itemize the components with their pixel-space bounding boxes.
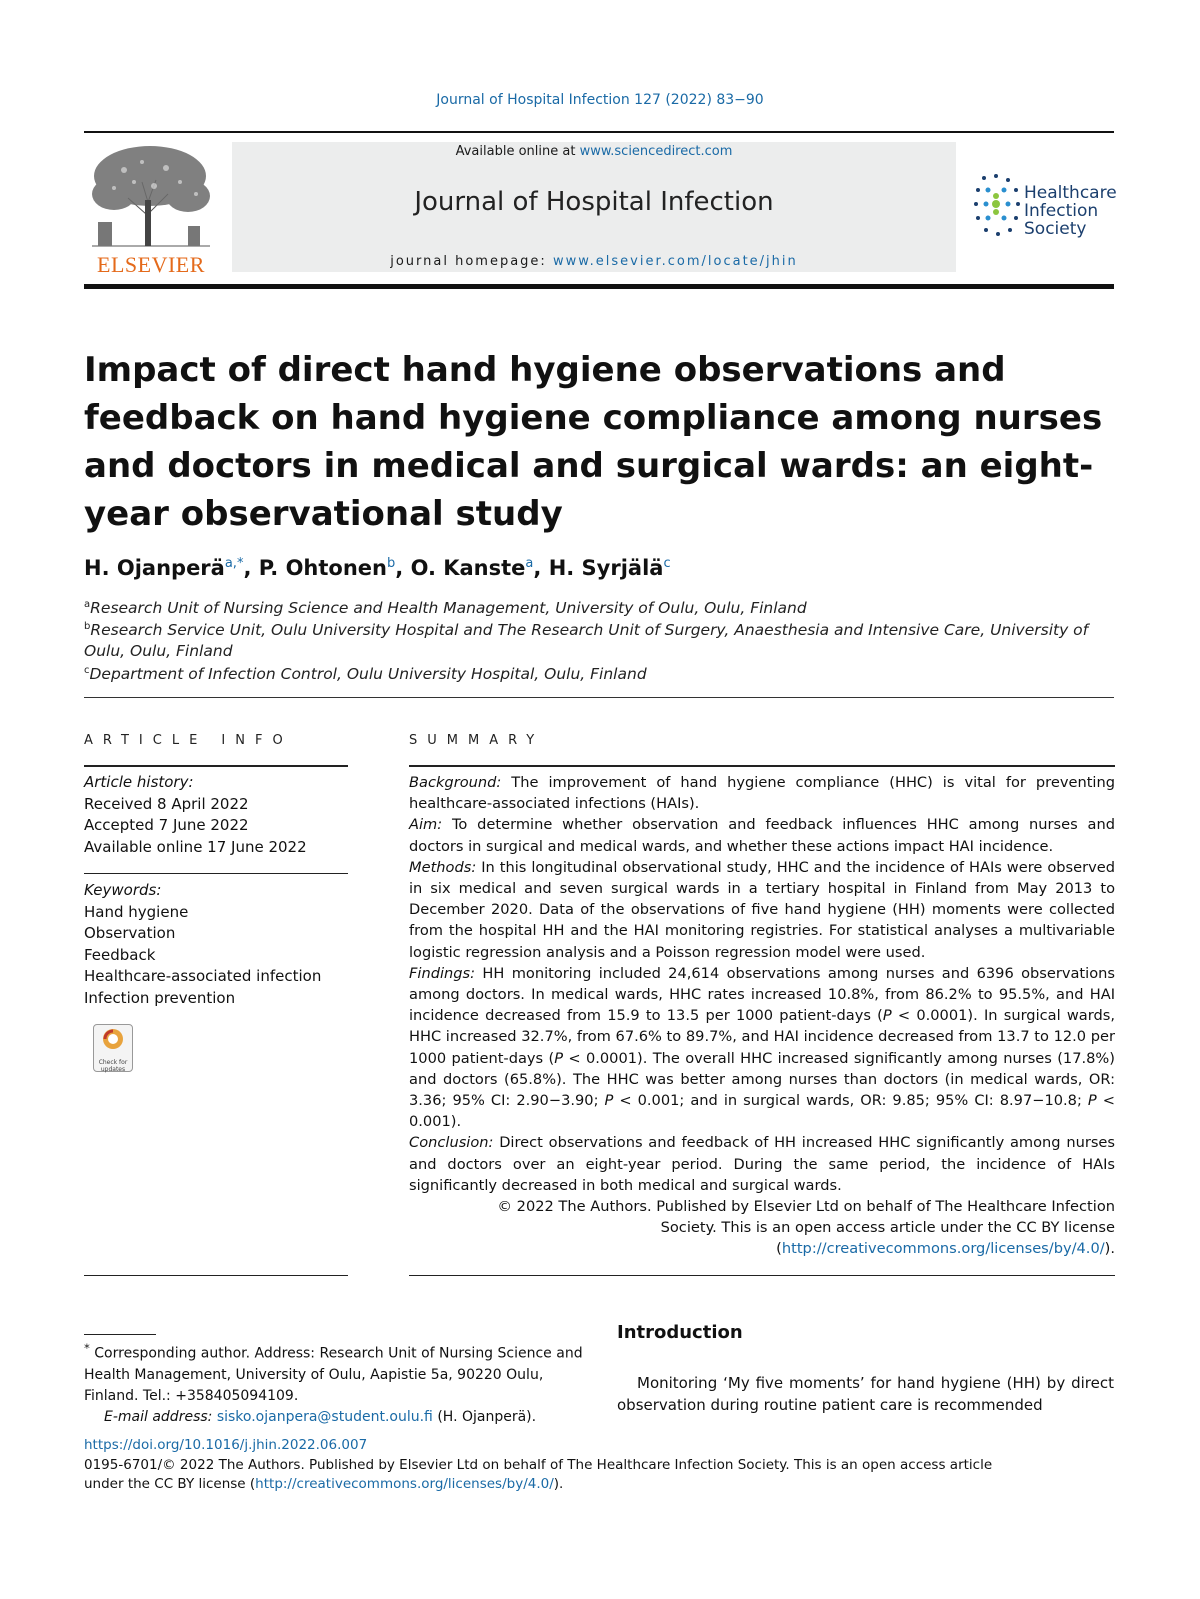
author-3[interactable]: O. Kanste	[410, 556, 526, 580]
affiliation-b-text: Research Service Unit, Oulu University Hospital and The Research Unit of Surgery, Anaesthesia and Intensive Care, University of Oulu, Oulu, Finland	[84, 621, 1089, 661]
article-history	[84, 772, 348, 858]
corresponding-author-footnote	[84, 1338, 584, 1428]
journal-name: Journal of Hospital Infection	[414, 187, 774, 217]
p-symbol: P	[882, 1007, 892, 1025]
keywords-label: Keywords:	[84, 881, 162, 899]
aim-text: To determine whether observation and feedback influences HHC among nurses and doctors in surgical and medical wards, and whether these actions impact HAI incidence.	[409, 816, 1115, 855]
page-footer	[84, 1436, 1084, 1495]
findings-text: < 0.001).	[409, 1092, 1115, 1131]
background-text: The improvement of hand hygiene compliance (HHC) is vital for preventing healthcare-associated infections (HAIs).	[409, 774, 1115, 813]
keywords	[84, 880, 348, 1009]
elsevier-tree-icon	[84, 142, 218, 250]
author-1[interactable]: H. Ojanperä	[84, 556, 225, 580]
history-rule	[84, 873, 348, 874]
summary-copyright	[409, 1196, 1115, 1260]
received-date: Received 8 April 2022	[84, 794, 249, 813]
footer-license-link[interactable]: http://creativecommons.org/licenses/by/4.0/	[255, 1476, 554, 1492]
findings-text: < 0.0001). In surgical wards, HHC increased 32.7%, from 67.6% to 89.7%, and HAI incidence decreased from 13.7 to 12.0 per 1000 patient-days (	[409, 1007, 1115, 1067]
author-sep: ,	[243, 556, 259, 580]
author-sep: ,	[533, 556, 549, 580]
footer-license-prefix: under the CC BY license (	[84, 1476, 256, 1492]
methods-text: In this longitudinal observational study, HHC and the incidence of HAIs were observed in six medical and seven surgical wards in a tertiary hospital in Finland from May 2013 to December 2020. Data of the observations of five hand hygiene (HH) moments were collected from the hospital HH and the HAI monitoring registries. For statistical analyses a multivariable logistic regression analysis and a Poisson regression model were used.	[409, 858, 1115, 961]
his-line-2: Infection	[1024, 201, 1099, 221]
email-label: E-mail address:	[104, 1408, 213, 1425]
summary-aim	[409, 814, 1115, 856]
footnote-text: Corresponding author. Address: Research Unit of Nursing Science and Health Management, University of Oulu, Aapistie 5a, 90220 Oulu, Finland. Tel.: +358405094109.	[84, 1345, 583, 1404]
summary-methods	[409, 857, 1115, 963]
keyword: Observation	[84, 924, 176, 942]
summary-body	[409, 772, 1115, 1260]
header-rule-thick	[84, 284, 1114, 289]
homepage-label: journal homepage:	[390, 254, 553, 269]
homepage-link[interactable]: www.elsevier.com/locate/jhin	[552, 254, 798, 269]
author-list	[84, 556, 671, 580]
keyword: Feedback	[84, 945, 156, 964]
check-updates-label: Check for updates	[98, 1059, 128, 1073]
keyword: Hand hygiene	[84, 902, 189, 921]
background-label: Background:	[409, 774, 502, 791]
footer-license-suffix: ).	[553, 1476, 564, 1492]
affiliation-a-marker: a	[84, 599, 91, 610]
findings-label: Findings:	[409, 964, 476, 982]
article-info-heading: ARTICLE INFO	[84, 733, 293, 748]
affiliation-b	[84, 616, 1116, 662]
conclusion-text: Direct observations and feedback of HH increased HHC significantly among nurses and doctors over an eight-year period. During the same period, the incidence of HAIs significantly decreased in both medical and surgical wards.	[409, 1134, 1115, 1194]
author-2-affil[interactable]: b	[387, 556, 396, 571]
author-1-affil[interactable]: a,*	[224, 556, 244, 571]
check-for-updates-badge[interactable]	[93, 1024, 133, 1072]
author-2[interactable]: P. Ohtonen	[258, 556, 387, 580]
history-label: Article history:	[84, 773, 194, 791]
summary-background	[409, 772, 1115, 814]
article-info-rule	[84, 765, 348, 767]
author-4-affil[interactable]: c	[663, 556, 671, 571]
findings-text: < 0.001; and in surgical wards, OR: 9.85; 95% CI: 8.97−10.8;	[613, 1092, 1088, 1110]
conclusion-label: Conclusion:	[409, 1134, 494, 1152]
sciencedirect-link[interactable]: www.sciencedirect.com	[579, 144, 733, 159]
introduction-heading: Introduction	[617, 1322, 743, 1343]
introduction-text	[617, 1372, 1114, 1416]
summary-heading: SUMMARY	[409, 733, 545, 748]
his-line-3: Society	[1024, 219, 1087, 239]
email-link[interactable]: sisko.ojanpera@student.oulu.fi	[216, 1408, 433, 1425]
keyword: Healthcare-associated infection	[84, 967, 322, 985]
journal-homepage	[232, 254, 956, 269]
his-dots-icon	[972, 172, 1022, 244]
available-online	[232, 144, 956, 159]
license-paren: (	[776, 1240, 782, 1258]
info-bottom-rule	[84, 1275, 348, 1276]
check-updates-icon	[94, 1025, 132, 1055]
journal-citation[interactable]: Journal of Hospital Infection 127 (2022) 83−90	[436, 92, 764, 108]
email-suffix: (H. Ojanperä).	[432, 1408, 537, 1425]
doi-link[interactable]: https://doi.org/10.1016/j.jhin.2022.06.007	[84, 1437, 368, 1453]
summary-bottom-rule	[409, 1275, 1115, 1276]
affiliation-a-text: Research Unit of Nursing Science and Health Management, University of Oulu, Oulu, Finland	[90, 599, 807, 618]
his-wordmark	[1024, 184, 1117, 238]
affiliation-b-marker: b	[84, 621, 91, 632]
license-link[interactable]: http://creativecommons.org/licenses/by/4.0/	[781, 1240, 1105, 1258]
footnote-rule	[84, 1334, 156, 1335]
introduction-paragraph: Monitoring ‘My five moments’ for hand hygiene (HH) by direct observation during routine patient care is recommended	[617, 1374, 1114, 1414]
summary-rule	[409, 765, 1115, 767]
findings-text: < 0.0001). The overall HHC increased significantly among nurses (17.8%) and doctors (65.8%). The HHC was better among nurses than doctors (in medical wards, OR: 3.36; 95% CI: 2.90−3.90;	[409, 1049, 1115, 1110]
footnote-marker: *	[84, 1341, 90, 1355]
p-symbol: P	[604, 1092, 614, 1110]
journal-banner	[232, 142, 956, 272]
his-logo	[972, 172, 1122, 244]
elsevier-wordmark: ELSEVIER	[97, 252, 205, 277]
online-date: Available online 17 June 2022	[84, 837, 307, 856]
his-line-1: Healthcare	[1024, 183, 1117, 203]
p-symbol: P	[554, 1049, 564, 1067]
p-symbol: P	[1087, 1092, 1097, 1110]
copyright-line-1: © 2022 The Authors. Published by Elsevier Ltd on behalf of The Healthcare Infection	[497, 1198, 1115, 1216]
article-title: Impact of direct hand hygiene observations and feedback on hand hygiene compliance among nurses and doctors in medical and surgical wards: an eight-year observational study	[84, 350, 1103, 534]
footer-copyright: 0195-6701/© 2022 The Authors. Published by Elsevier Ltd on behalf of The Healthcare Infection Society. This is an open access article	[84, 1456, 993, 1473]
author-sep: ,	[395, 556, 411, 580]
author-4[interactable]: H. Syrjälä	[548, 556, 664, 580]
summary-conclusion	[409, 1132, 1115, 1196]
summary-findings	[409, 963, 1115, 1133]
keyword: Infection prevention	[84, 988, 236, 1007]
affiliation-divider	[84, 697, 1114, 698]
copyright-line-2: Society. This is an open access article under the CC BY license	[660, 1219, 1115, 1237]
author-3-affil[interactable]: a	[525, 556, 534, 571]
affiliation-c-marker: c	[84, 665, 90, 676]
accepted-date: Accepted 7 June 2022	[84, 816, 249, 834]
header-rule-top	[84, 131, 1114, 133]
available-online-label: Available online at	[455, 144, 580, 159]
affiliation-c-text: Department of Infection Control, Oulu University Hospital, Oulu, Finland	[89, 665, 647, 684]
elsevier-logo	[84, 142, 218, 278]
license-paren: ).	[1104, 1240, 1115, 1258]
methods-label: Methods:	[409, 858, 477, 876]
findings-text: HH monitoring included 24,614 observations among nurses and 6396 observations among doctors. In medical wards, HHC rates increased 10.8%, from 86.2% to 95.5%, and HAI incidence decreased from 15.9 to 13.5 per 1000 patient-days (	[409, 964, 1115, 1025]
affiliation-c	[84, 660, 1116, 685]
aim-label: Aim:	[409, 816, 443, 834]
